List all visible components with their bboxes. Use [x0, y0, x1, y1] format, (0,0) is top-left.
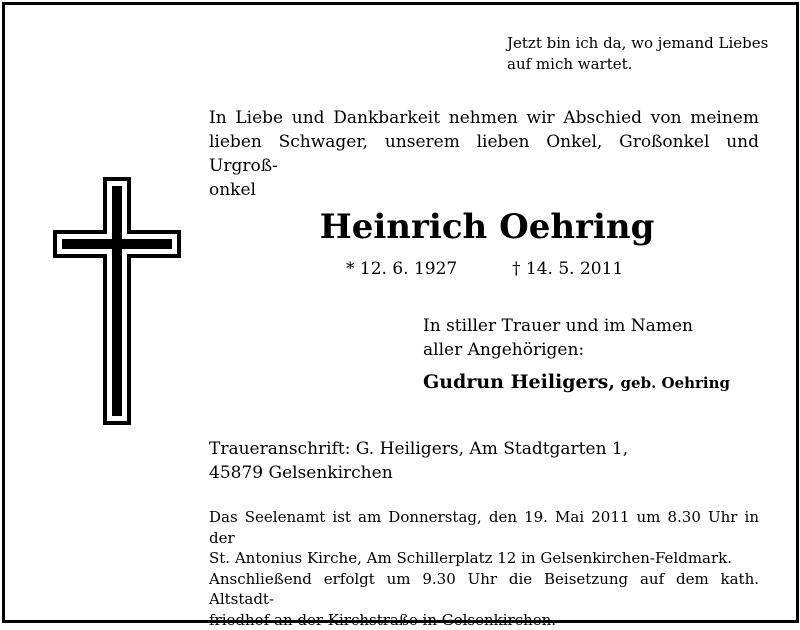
address-line: 45879 Gelsenkirchen — [209, 461, 709, 485]
signer-maiden-name: geb. Oehring — [621, 374, 730, 392]
intro-line: onkel — [209, 178, 759, 202]
intro-text — [209, 106, 759, 202]
service-line: Anschließend erfolgt um 9.30 Uhr die Beisetzung auf dem kath. Altstadt- — [209, 569, 759, 610]
mourning-text — [423, 314, 723, 362]
birth-date: * 12. 6. 1927 — [346, 258, 457, 280]
service-line: Das Seelenamt ist am Donnerstag, den 19. Mai 2011 um 8.30 Uhr in der — [209, 507, 759, 548]
signer — [423, 369, 730, 396]
service-line: friedhof an der Kirchstraße in Gelsenkirchen. — [209, 610, 759, 630]
motto-quote — [507, 33, 777, 75]
mourning-address — [209, 437, 709, 485]
deceased-name: Heinrich Oehring — [300, 205, 674, 249]
service-info — [209, 507, 759, 630]
signer-name: Gudrun Heiligers, — [423, 371, 615, 393]
mourning-line: aller Angehörigen: — [423, 338, 723, 362]
latin-cross-icon — [53, 177, 181, 425]
mourning-line: In stiller Trauer und im Namen — [423, 314, 723, 338]
intro-line: lieben Schwager, unserem lieben Onkel, Großonkel und Urgroß- — [209, 130, 759, 178]
service-line: St. Antonius Kirche, Am Schillerplatz 12 in Gelsenkirchen-Feldmark. — [209, 548, 759, 569]
address-line: Traueranschrift: G. Heiligers, Am Stadtgarten 1, — [209, 437, 709, 461]
intro-line: In Liebe und Dankbarkeit nehmen wir Abschied von meinem — [209, 106, 759, 130]
death-date: † 14. 5. 2011 — [512, 258, 623, 280]
motto-line: auf mich wartet. — [507, 54, 777, 75]
motto-line: Jetzt bin ich da, wo jemand Liebes — [507, 33, 777, 54]
